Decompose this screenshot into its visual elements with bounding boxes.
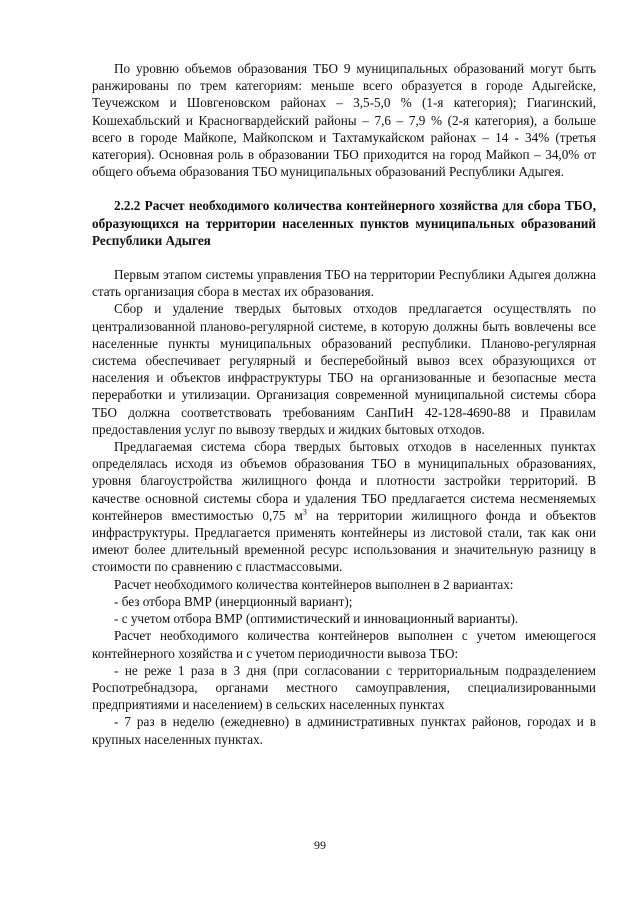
list-item-urban: - 7 раз в неделю (ежедневно) в административных пунктах районов, городах и в крупных населенных пунктах. [92, 714, 596, 747]
cubic-superscript: 3 [302, 507, 307, 517]
container-text-part1: Предлагаемая система сбора твердых бытовых отходов в населенных пунктах определялась исходя из объемов образования ТБО в муниципальных образованиях, уровня благоустройства жилищного фонда и плотности застройки территорий. В качестве основной системы сбора и удаления ТБО предлагается система несменяемых контейнеров вместимостью 0,75 м [92, 439, 596, 523]
paragraph-calculation-periodicity: Расчет необходимого количества контейнеров выполнен с учетом имеющегося контейнерного хозяйства и с учетом периодичности вывоза ТБО: [92, 628, 596, 661]
container-text-part2: на территории жилищного фонда и объектов инфраструктуры. Предлагается применять контейнеры из листовой стали, так как они имеют более длительный временной ресурс использования и значительную разницу в стоимости по сравнению с пластмассовыми. [92, 507, 596, 575]
list-item-inertial: - без отбора ВМР (инерционный вариант); [114, 593, 353, 609]
paragraph-first-stage: Первым этапом системы управления ТБО на территории Республики Адыгея должна стать организация сбора в местах их образования. [92, 267, 596, 300]
paragraph-calculation-variants: Расчет необходимого количества контейнеров выполнен в 2 вариантах: [114, 576, 514, 592]
page-number: 99 [314, 838, 326, 852]
list-item-optimistic: - с учетом отбора ВМР (оптимистический и инновационный варианты). [114, 611, 519, 627]
document-page [92, 60, 596, 748]
paragraph-waste-categories: По уровню объемов образования ТБО 9 муниципальных образований могут быть ранжированы по трем категориям: меньше всего образуется в городе Адыгейске, Теучежском и Шовгеновском районах – 3,5-5,0 % (1-я категория); Гиагинский, Кошехабльский и Красногвардейский районы – 7,6 – 7,9 % (2-я категория), а больше всего в городе Майкопе, Майкопском и Тахтамукайском районах – 14 - 34% (третья категория). Основная роль в образовании ТБО приходится на город Майкоп – 34,0% от общего объема образования ТБО муниципальных образований Республики Адыгея. [92, 61, 596, 180]
list-item-rural: - не реже 1 раза в 3 дня (при согласовании с территориальным подразделением Роспотребнадзора, органами местного самоуправления, специализированными предприятиями и населением) в сельских населенных пунктах [92, 662, 596, 713]
paragraph-container-system [92, 438, 596, 576]
section-heading: 2.2.2 Расчет необходимого количества контейнерного хозяйства для сбора ТБО, образующихся на территории населенных пунктов муниципальных образований Республики Адыгея [92, 198, 596, 248]
paragraph-collection-system: Сбор и удаление твердых бытовых отходов предлагается осуществлять по централизованной планово-регулярной системе, в которую должны быть вовлечены все населенные пункты муниципальных образований республики. Планово-регулярная система обеспечивает регулярный и бесперебойный вывоз всех образующихся от населения и объектов инфраструктуры ТБО на организованные и безопасные места переработки и утилизации. Организация современной муниципальной системы сбора ТБО должна соответствовать требованиям СанПиН 42-128-4690-88 и Правилам предоставления услуг по вывозу твердых и жидких бытовых отходов. [92, 301, 596, 437]
